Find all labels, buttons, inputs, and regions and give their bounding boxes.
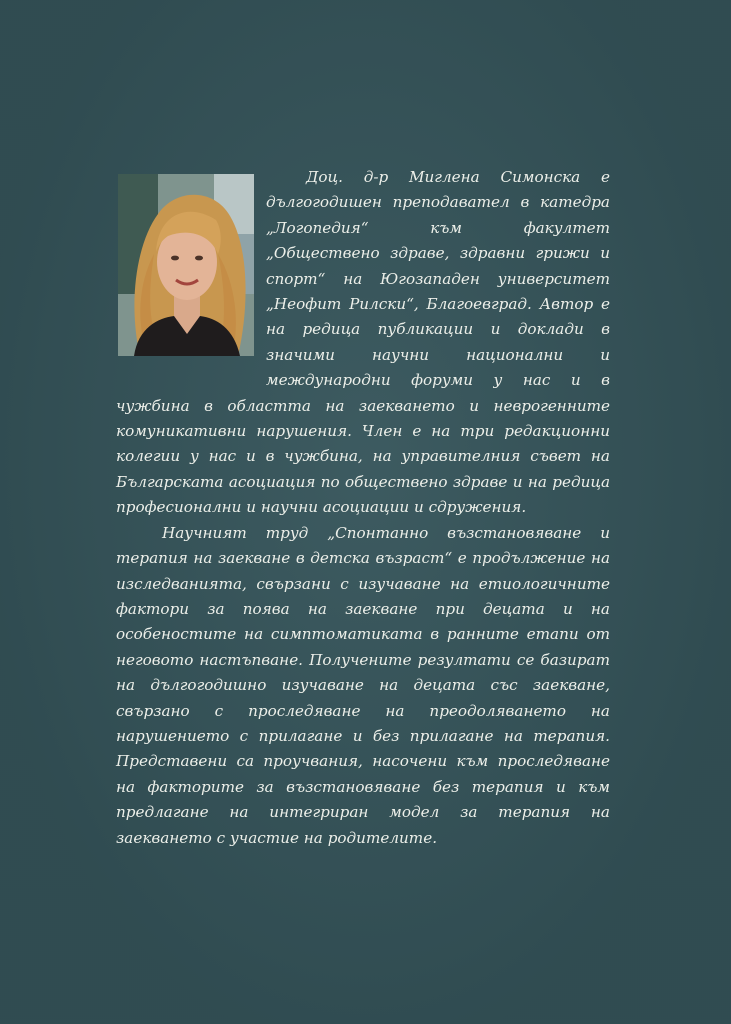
- author-bio: Доц. д-р Миглена Симонска е дългогодишен преподавател в катедра „Логопедия“ към факултет „Обществено здраве, здравни грижи и спорт“ на Югозападен университет „Неофит Рилски“, Благоевград. Автор е на редица публикации и доклади в значими научни национални и международни форуми у нас и в чужбина в областта на заекването и неврогенните комуникативни нарушения. Член е на три редакционни колегии у нас и в чужбина, на управителния съвет на Българската асоциация по обществено здраве и на редица професионални и научни асоциации и сдружения.: [116, 168, 610, 517]
- book-description: Научният труд „Спонтанно възстановяване и терапия на заекване в детска възраст“ е продължение на изследванията, свързани с изучаване на етиологичните фактори за поява на заекване при децата и на особеностите на симптоматиката в ранните етапи от неговото настъпване. Получените резултати се базират на дългогодишно изучаване на децата със заекване, свързано с проследяване на преодоляването на нарушението с прилагане и без прилагане на терапия. Представени са проучвания, насочени към проследяване на факторите за възстановяване без терапия и към предлагане на интегриран модел за терапия на заекването с участие на родителите.: [116, 523, 610, 847]
- back-cover-text: [116, 165, 610, 851]
- photo-wrap-spacer: [116, 165, 266, 393]
